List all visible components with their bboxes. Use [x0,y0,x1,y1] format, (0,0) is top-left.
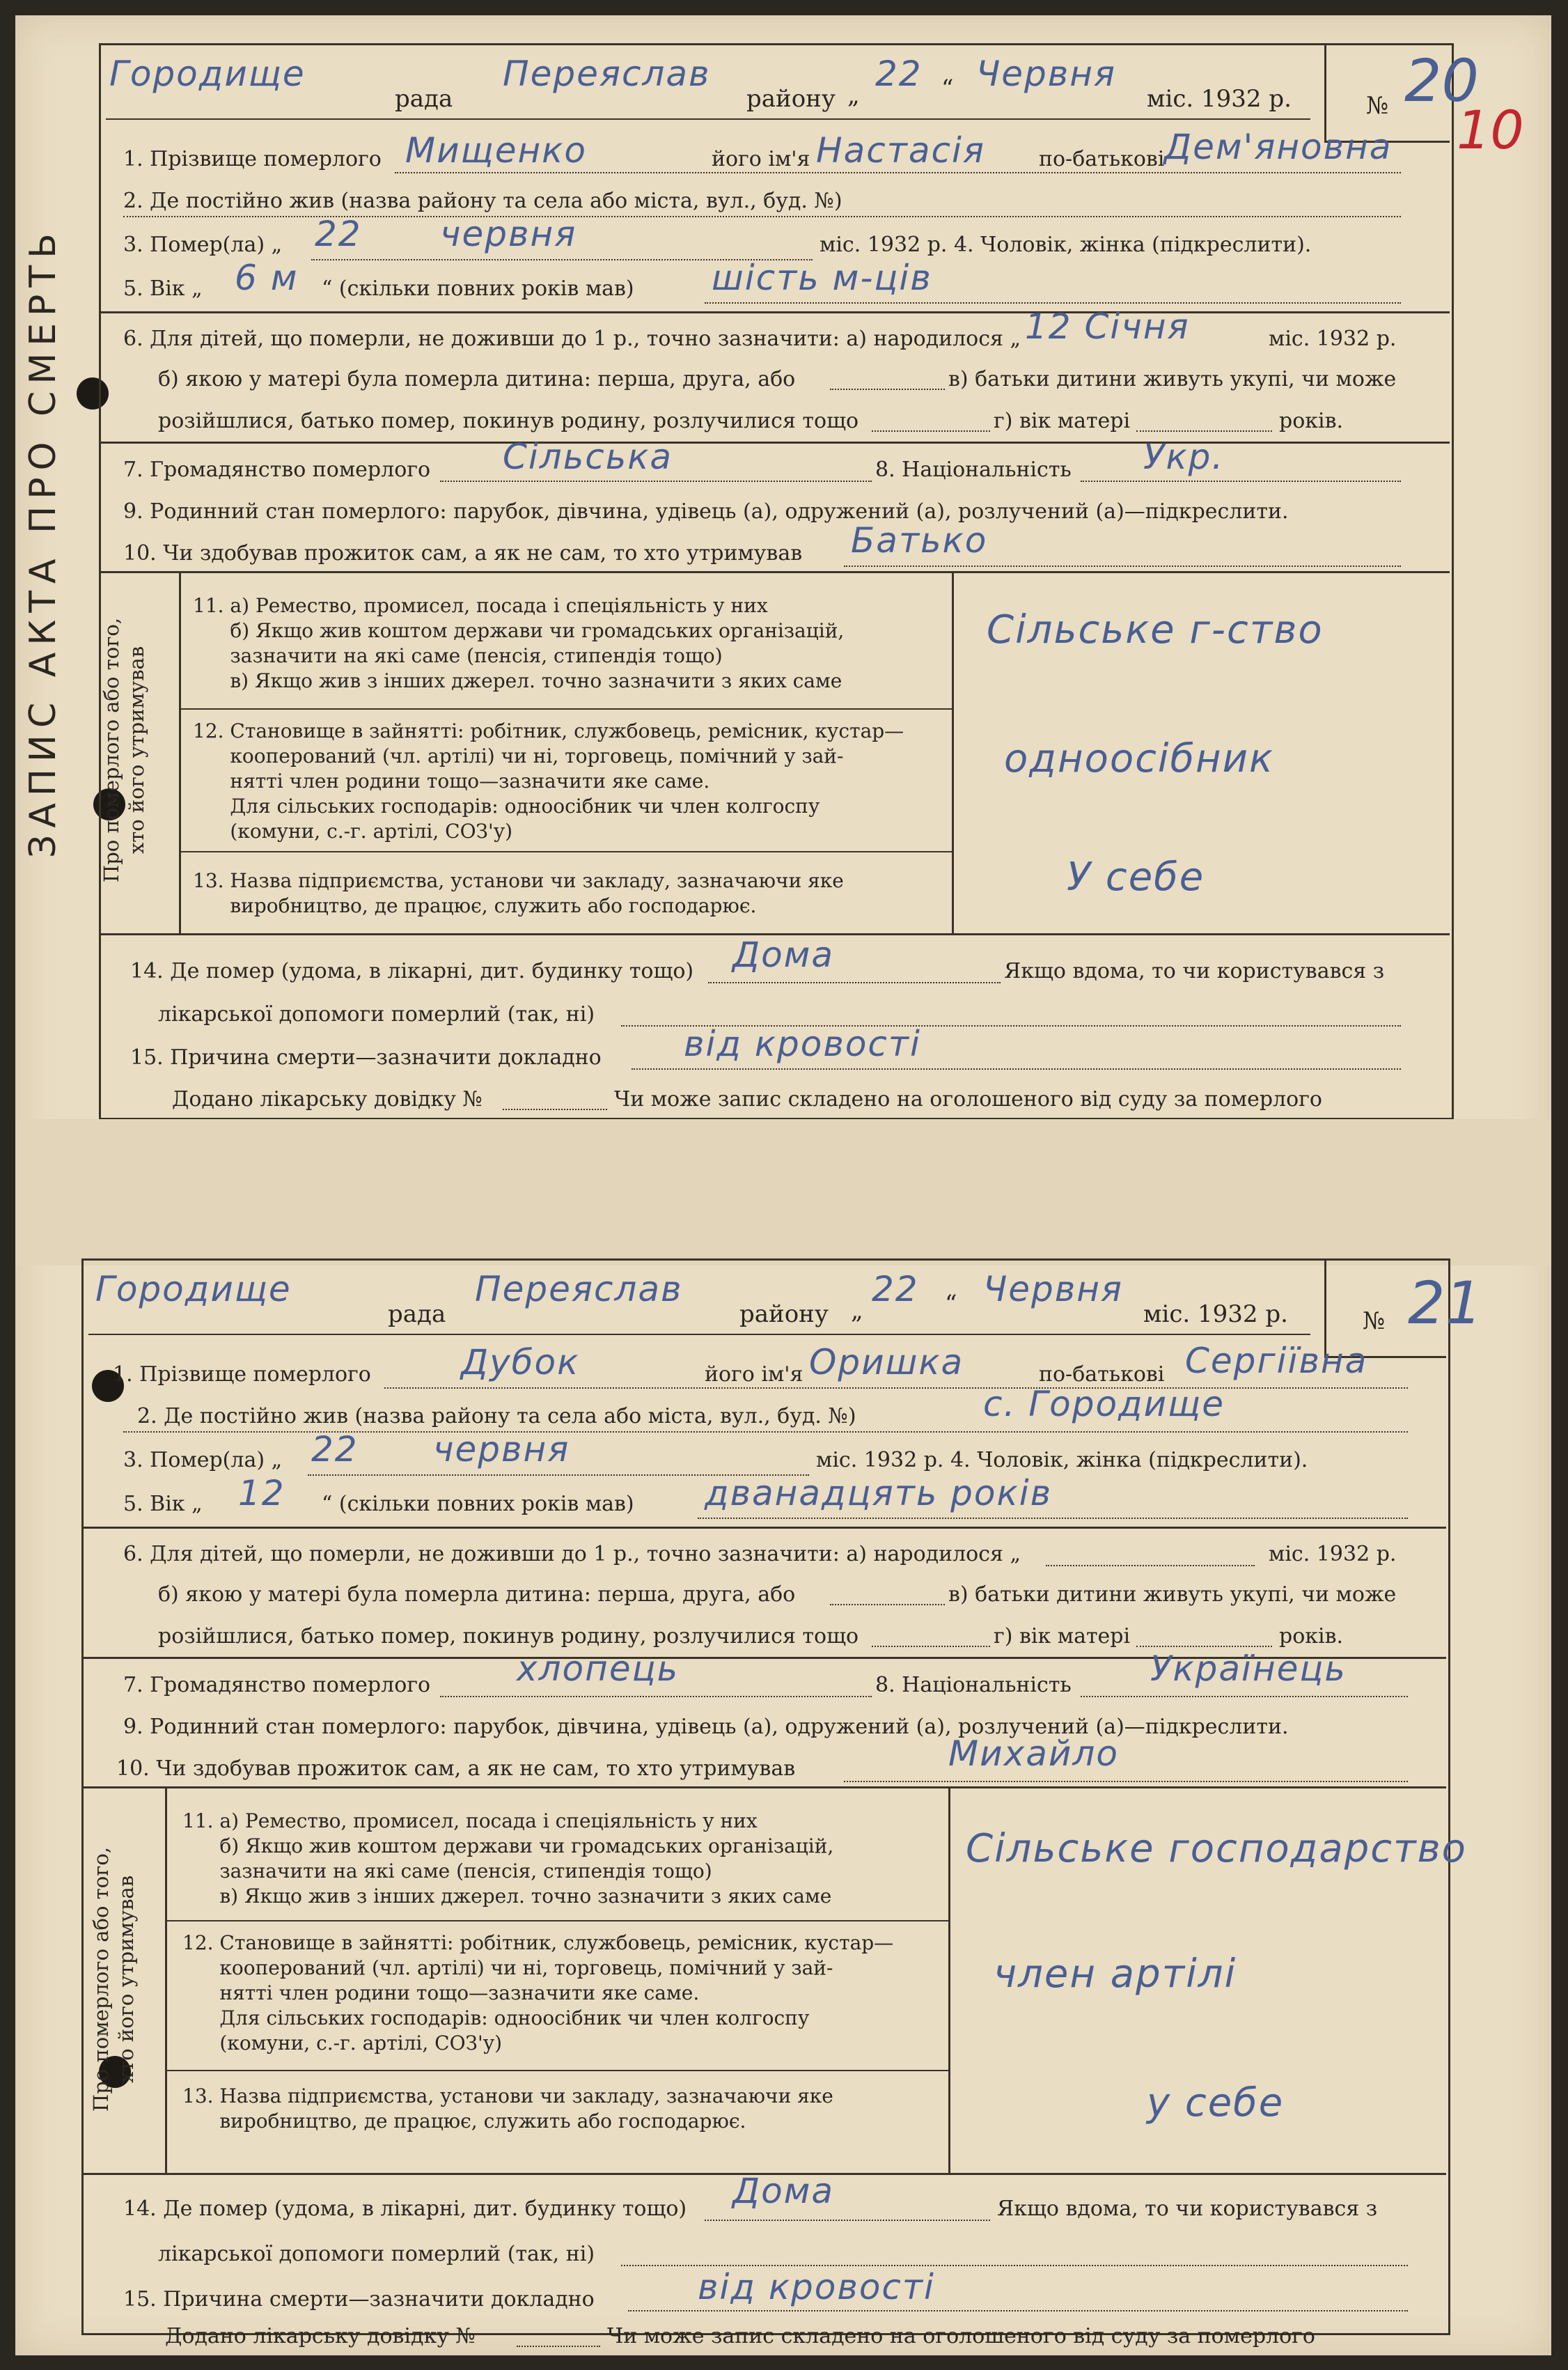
age-in-words: шість м-ців [712,258,932,298]
cause-of-death: від кровості [698,2267,935,2307]
birth-date: 12 Січня [1025,306,1190,347]
death-place: Дома [732,2171,835,2211]
supporter: Батько [851,520,988,561]
document-sheet [15,15,1551,2355]
council-name: Городище [109,54,306,94]
surname: Мищенко [405,130,587,171]
district-name: Переяслав [475,1269,683,1309]
supporter: Михайло [948,1733,1119,1774]
workplace: у себе [1147,2080,1285,2126]
record-month: Червня [983,1269,1124,1309]
occupation: Сільське господарство [966,1826,1467,1871]
record-number: 20 [1404,47,1479,115]
nationality: Українець [1150,1648,1347,1689]
section-label: Про померлого або того, хто його утримував [100,617,148,883]
age: 6 м [235,258,299,298]
form2-footer: Чи може запис складено на оголошеного від суду за померлого [607,2324,1315,2348]
employment-status: член артілі [994,1951,1237,1997]
side-title: ЗАПИС АКТА ПРО СМЕРТЬ [22,226,64,858]
record-month: Червня [976,54,1117,94]
death-record-20: Городище рада Переяслав району „ 22 “ Червня міс. 1932 р. № 20 10 1. Прізвище померлого Мищенко його ім'я Настасія по-батькові Дем'яновна 2. Де постійно жив (назва району та села або міста, вул., буд. №) 3. Помер(ла) „ 22 червня міс. 1932 р. 4. Чоловік, жінка (підкреслити). 5. Вік „ 6 м “ (скільки повних років мав) шість м-ців 6. Для дітей, що померли, не доживши до 1 р., точно зазначити: а) народилося „ 12 Січня міс. 1932 р. б) якою у матері була померла дитина: перша, друга, або в) батьки дитини живуть укупі, чи може розійшлися, батько помер, покинув родину, розлучилися тощо г) вік матері років. 7. Громадянство померлого Сільська 8. Національність Укр. 9. Родинний стан померлого: парубок, дівчина, удівець (а), одружений (а), розлучений (а)—підкреслити. 10. Чи здобував прожиток сам, а як не сам, то хто утримував Батько Про померлого або того, хто його утримував 11. а) Ремество, промисел, посада і спеціяльність у них б) Якщо жив коштом держави чи громадських організацій, зазначити на які саме (пенсія, стипендія тощо) в) Якщо жив з інших джерел. точно зазначити з яких саме Сільське г-ство 12. Становище в зайнятті: робітник, службовець, ремісник, кустар— кооперований (чл. артілі) чи ні, торговець, помічний у зай- нятті член родини тощо—зазначити яке саме. Для сільських господарів: одноосібник чи член колгоспу (комуни, с.-г. артілі, СОЗ'у) одноосібник 13. Назва підприємства, установи чи закладу, зазначаючи яке виробництво, де працює, служить або господарює. У себе 14. Де помер (удома, в лікарні, дит. будинку тощо) Дома Якщо вдома, то чи користувався з лікарської допомоги померлий (так, ні) 15. Причина смерти—зазначити докладно від кровості Додано лікарську довідку № Чи може запис складено на оголошеного від суду за померлого [15,15,1551,1119]
record-number-red: 10 [1457,99,1524,161]
surname: Дубок [461,1342,580,1382]
death-day: 22 [315,214,362,254]
record-number: 21 [1408,1269,1482,1337]
occupation: Сільське г-ство [987,607,1324,653]
patronymic: Сергіївна [1185,1341,1368,1381]
nationality: Укр. [1143,437,1225,477]
section-label: Про померлого або того, хто його утримував [89,1846,138,2112]
age-in-words: дванадцять років [705,1473,1053,1513]
cause-of-death: від кровості [684,1024,921,1064]
first-name: Оришка [809,1342,964,1382]
citizenship: Сільська [503,437,673,477]
death-place: Дома [732,935,835,975]
residence: с. Городище [983,1384,1225,1424]
first-name: Настасія [816,130,985,171]
district-name: Переяслав [503,54,711,94]
death-month: червня [440,214,577,254]
age: 12 [238,1473,285,1513]
record-day: 22 [875,54,923,94]
patronymic: Дем'яновна [1164,127,1393,167]
record-day: 22 [872,1269,919,1309]
council-name: Городище [95,1269,292,1309]
workplace: У себе [1067,855,1205,900]
death-day: 22 [311,1429,359,1469]
employment-status: одноосібник [1004,736,1274,781]
citizenship: хлопець [517,1648,680,1689]
death-record-21: Городище рада Переяслав району „ 22 “ Червня міс. 1932 р. № 21 1. Прізвище померлого Дубок його ім'я Оришка по-батькові Сергіївна 2. Де постійно жив (назва району та села або міста, вул., буд. №) с. Городище 3. Помер(ла) „ 22 червня міс. 1932 р. 4. Чоловік, жінка (підкреслити). 5. Вік „ 12 “ (скільки повних років мав) дванадцять років 6. Для дітей, що померли, не доживши до 1 р., точно зазначити: а) народилося „ міс. 1932 р. б) якою у матері була померла дитина: перша, друга, або в) батьки дитини живуть укупі, чи може розійшлися, батько помер, покинув родину, розлучилися тощо г) вік матері років. 7. Громадянство померлого хлопець 8. Національність Українець 9. Родинний стан померлого: парубок, дівчина, удівець (а), одружений (а), розлучений (а)—підкреслити. 10. Чи здобував прожиток сам, а як не сам, то хто утримував Михайло Про померлого або того, хто його утримував 11. а) Ремество, промисел, посада і спеціяльність у них б) Якщо жив коштом держави чи громадських організацій, зазначити на які саме (пенсія, стипендія тощо) в) Якщо жив з інших джерел. точно зазначити з яких саме Сільське господарство 12. Становище в зайнятті: робітник, службовець, ремісник, кустар— кооперований (чл. артілі) чи ні, торговець, помічний у зай- нятті член родини тощо—зазначити яке саме. Для сільських господарів: одноосібник чи член колгоспу (комуни, с.-г. артілі, СОЗ'у) член артілі 13. Назва підприємства, установи чи закладу, зазначаючи яке виробництво, де працює, служить або господарює. у себе 14. Де помер (удома, в лікарні, дит. будинку тощо) Дома Якщо вдома, то чи користувався з лікарської допомоги померлий (так, ні) 15. Причина смерти—зазначити докладно від кровості Додано лікарську довідку № [15,1231,1551,2355]
death-month: червня [433,1429,570,1469]
